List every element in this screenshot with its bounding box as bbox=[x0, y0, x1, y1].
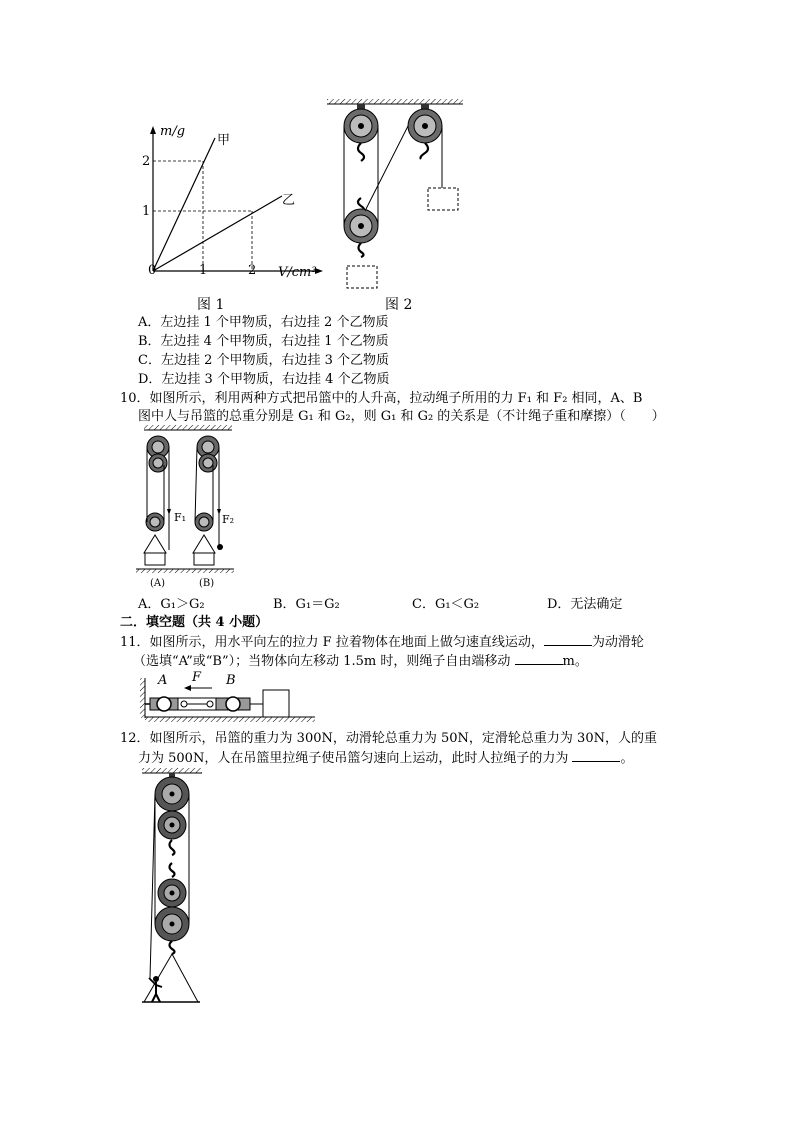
q9-option-a: A．左边挂 1 个甲物质，右边挂 2 个乙物质 bbox=[138, 315, 389, 330]
q10-f1-label: F₁ bbox=[174, 511, 187, 524]
q11-line1-post: 为动滑轮 bbox=[591, 635, 644, 650]
q10-option-b: B．G₁＝G₂ bbox=[273, 597, 340, 612]
q11-label-b: B bbox=[226, 673, 236, 688]
y-tick-2: 2 bbox=[142, 154, 151, 169]
line-jia bbox=[153, 138, 215, 271]
q11-blank-1[interactable] bbox=[544, 632, 592, 646]
q12-stem-line1: 12．如图所示，吊篮的重力为 300N，动滑轮总重力为 50N，定滑轮总重力为 30N，人的重 bbox=[120, 731, 657, 746]
q10-b-label: (B) bbox=[199, 578, 215, 589]
q10-option-a: A．G₁＞G₂ bbox=[138, 597, 205, 612]
q10-figure bbox=[136, 425, 236, 590]
q10-stem-line1: 10．如图所示，利用两种方式把吊篮中的人升高，拉动绳子所用的力 F₁ 和 F₂ 相同，A、B bbox=[120, 391, 643, 406]
q11-line1-pre: 11．如图所示，用水平向左的拉力 F 拉着物体在地面上做匀速直线运动， bbox=[120, 635, 544, 650]
q10-a-label: (A) bbox=[150, 578, 166, 589]
section-2-heading: 二．填空题（共 4 小题） bbox=[120, 615, 269, 630]
q9-option-b: B．左边挂 4 个甲物质，右边挂 1 个乙物质 bbox=[138, 334, 389, 349]
q11-label-a: A bbox=[158, 673, 168, 688]
q9-option-d: D．左边挂 3 个甲物质，右边挂 4 个乙物质 bbox=[138, 372, 390, 387]
q10-stem-line2: 图中人与吊篮的总重分别是 G₁ 和 G₂，则 G₁ 和 G₂ 的关系是（不计绳子重和摩擦）（ ） bbox=[138, 409, 665, 424]
q10-f2-label: F₂ bbox=[222, 513, 235, 526]
figure-2-caption: 图 2 bbox=[385, 297, 413, 313]
x-axis-label: V/cm³ bbox=[278, 265, 317, 280]
y-axis-label: m/g bbox=[160, 124, 186, 139]
q11-line2-pre: （选填“A”或“B”）；当物体向左移动 1.5m 时，则绳子自由端移动 bbox=[133, 654, 515, 669]
line-yi-label: 乙 bbox=[282, 193, 296, 208]
figure-1-caption: 图 1 bbox=[197, 297, 225, 313]
x-tick-2: 2 bbox=[248, 263, 257, 278]
q10-option-d: D．无法确定 bbox=[547, 597, 623, 612]
line-jia-label: 甲 bbox=[217, 133, 231, 148]
q11-figure bbox=[140, 668, 320, 724]
origin-label: 0 bbox=[148, 263, 157, 278]
q12-line2-post: 。 bbox=[620, 751, 634, 766]
q9-option-c: C．左边挂 2 个甲物质，右边挂 3 个乙物质 bbox=[138, 353, 390, 368]
q10-option-c: C．G₁＜G₂ bbox=[412, 597, 480, 612]
q12-stem-line2 bbox=[138, 748, 633, 768]
y-tick-1: 1 bbox=[142, 204, 151, 219]
q12-figure bbox=[138, 768, 206, 1008]
q11-blank-2[interactable] bbox=[515, 651, 563, 665]
x-tick-1: 1 bbox=[199, 263, 208, 278]
q12-line2-pre: 力为 500N，人在吊篮里拉绳子使吊篮匀速向上运动，此时人拉绳子的力为 bbox=[138, 751, 573, 766]
figure-2-pulley bbox=[325, 96, 465, 291]
q11-label-f: F bbox=[192, 670, 202, 685]
q12-blank-1[interactable] bbox=[572, 748, 620, 762]
q11-stem-line1 bbox=[120, 632, 644, 652]
figure-1-graph bbox=[130, 118, 330, 288]
q11-line2-post: m。 bbox=[562, 654, 588, 669]
line-yi bbox=[153, 196, 282, 271]
